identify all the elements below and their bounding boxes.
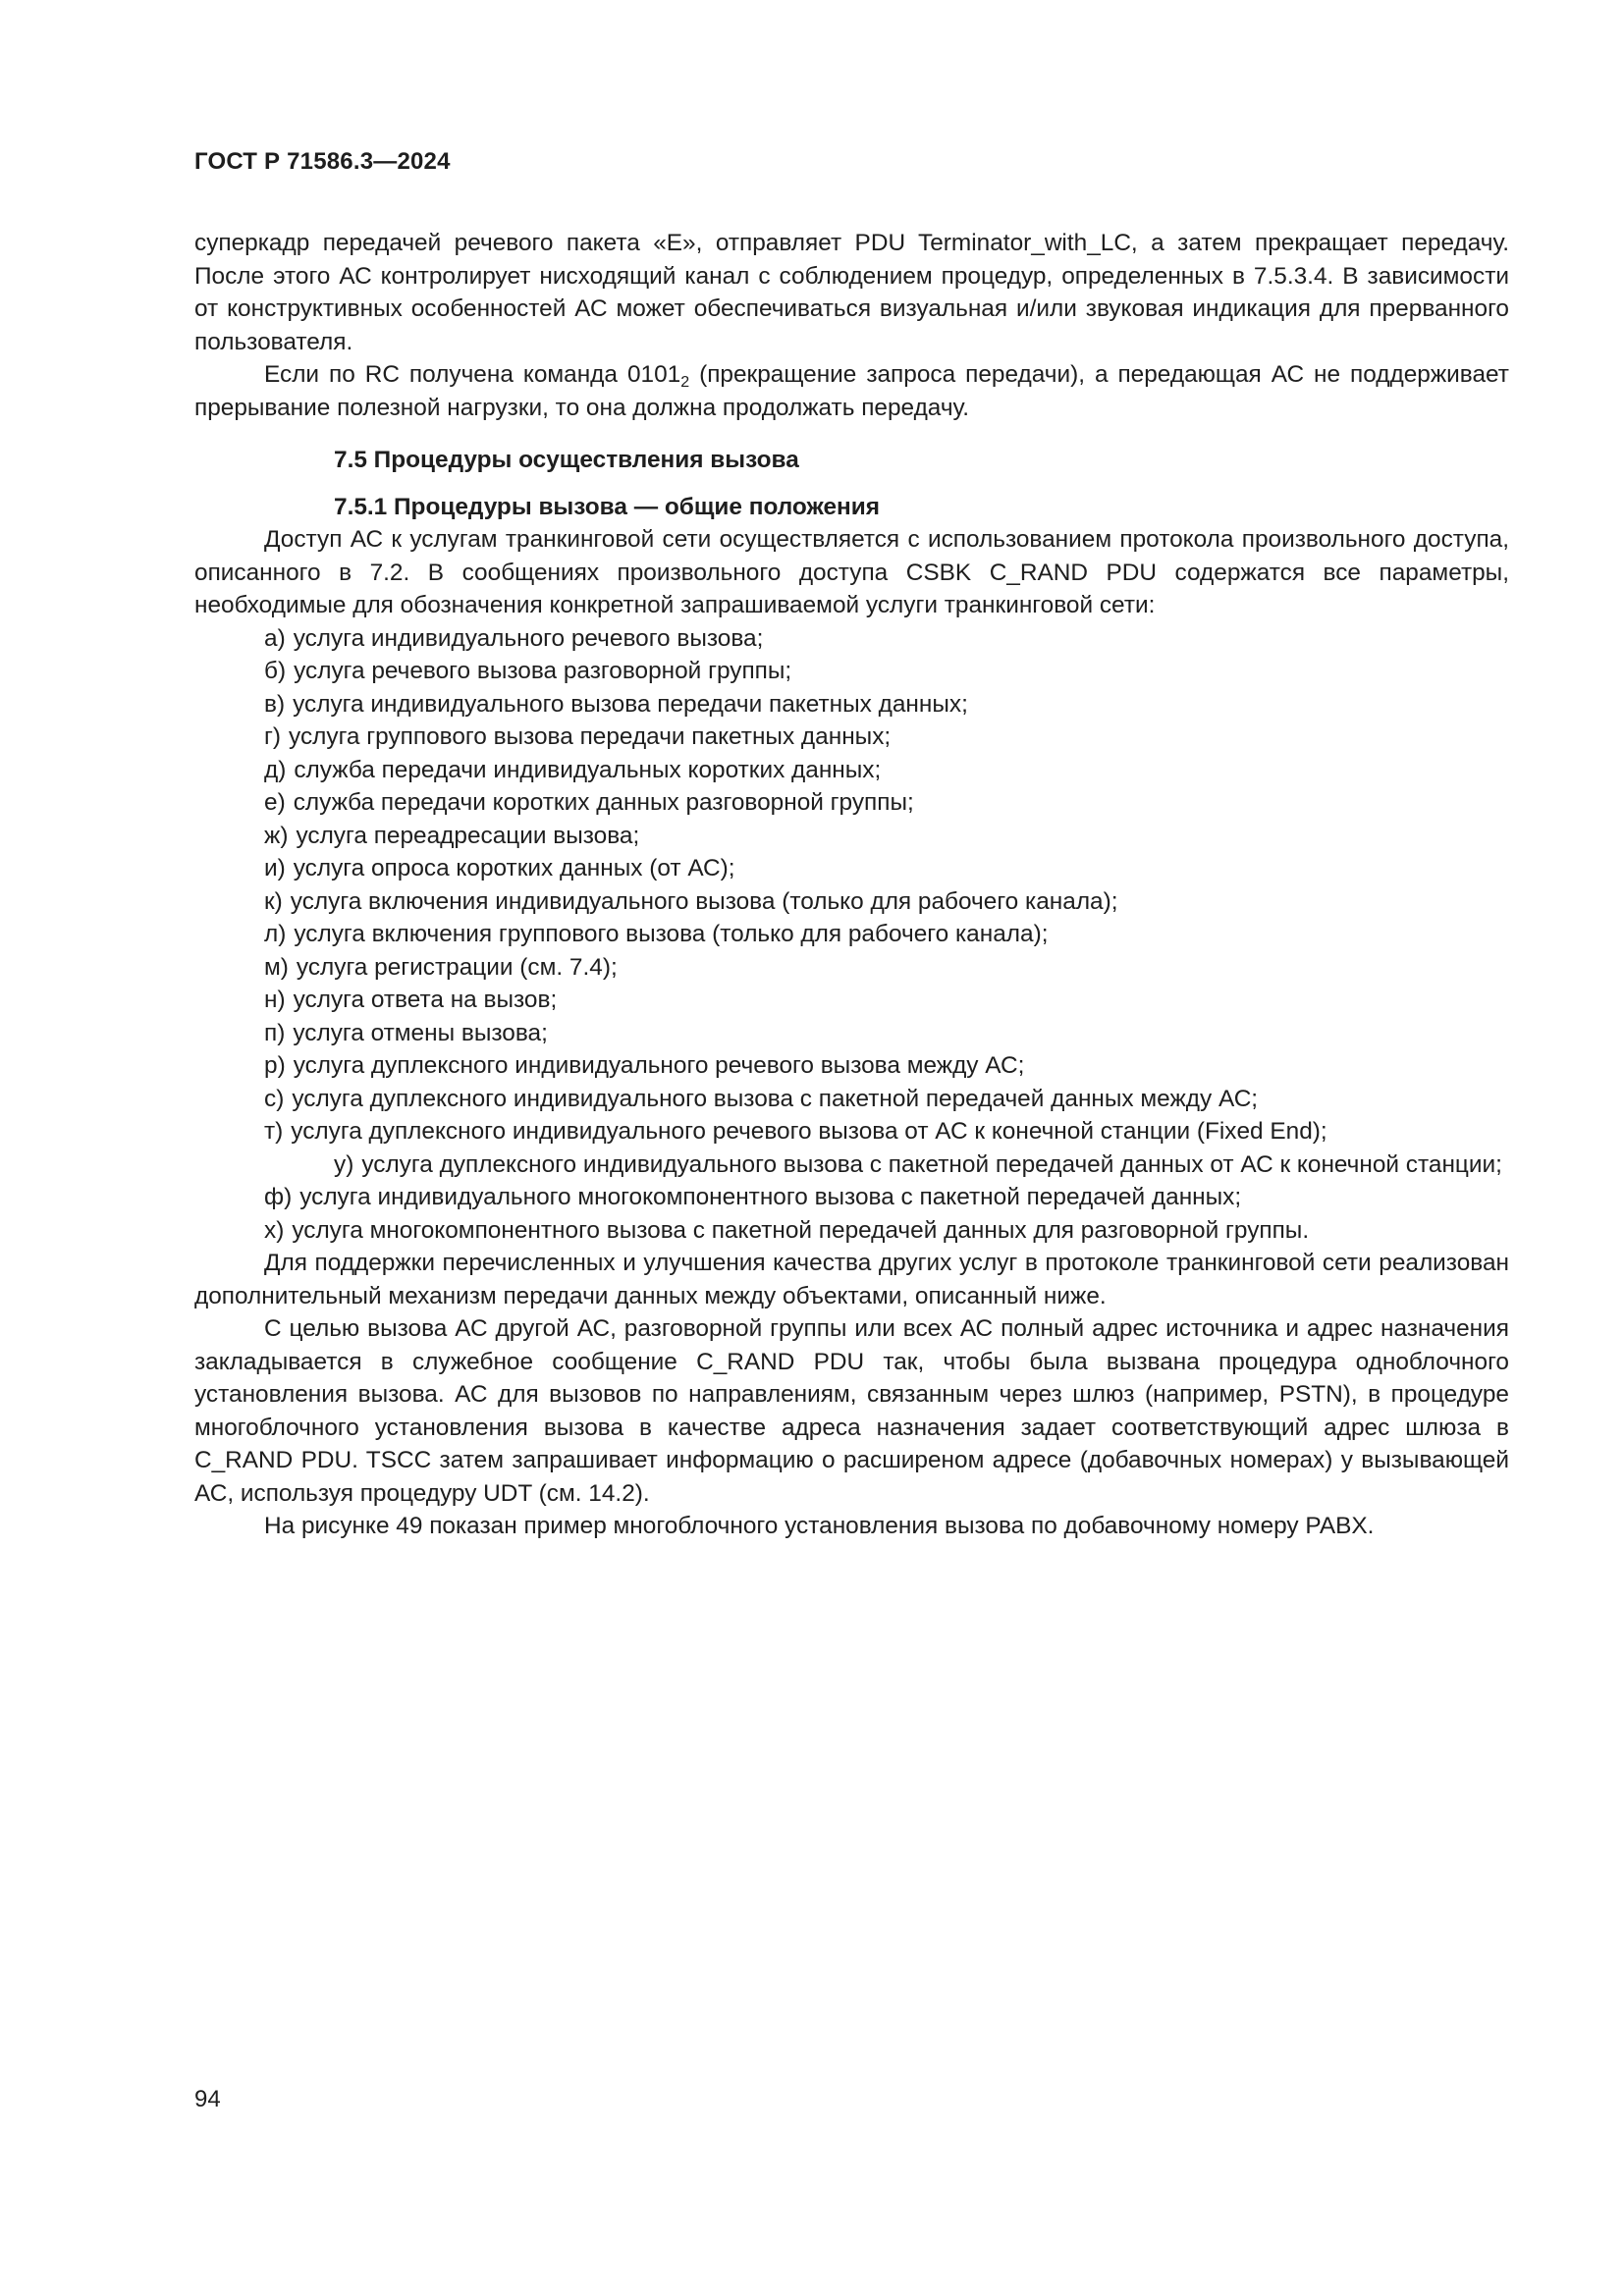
list-item xyxy=(194,655,1509,688)
list-item xyxy=(194,852,1509,885)
list-item xyxy=(194,786,1509,820)
standard-header: ГОСТ Р 71586.3—2024 xyxy=(194,148,451,175)
section-intro-paragraph: Доступ АС к услугам транкинговой сети осуществляется с использованием протокола произвольного доступа, описанного в 7.2. В сообщениях произвольного доступа CSBK C_RAND PDU содержатся все параметры, необходимые для обозначения конкретной запрашиваемой услуги транкинговой сети: xyxy=(194,526,1509,618)
list-item-text: услуга дуплексного индивидуального вызова с пакетной передачей данных от АС к конечной станции; xyxy=(361,1150,1502,1178)
list-marker: к) xyxy=(264,887,283,915)
list-marker: п) xyxy=(264,1019,286,1046)
list-item xyxy=(194,1214,1509,1248)
list-item xyxy=(194,951,1509,985)
rc-text-before: Если по RC получена команда 0101 xyxy=(264,361,681,388)
list-item xyxy=(194,984,1509,1017)
list-item-text: услуга индивидуального многокомпонентного вызова с пакетной передачей данных; xyxy=(299,1184,1242,1210)
list-item-text: услуга отмены вызова; xyxy=(293,1019,548,1046)
list-item-text: услуга индивидуального вызова передачи пакетных данных; xyxy=(293,690,968,718)
list-item-text: услуга включения индивидуального вызова (только для рабочего канала); xyxy=(290,887,1118,915)
list-item-text: услуга дуплексного индивидуального вызова с пакетной передачей данных между АС; xyxy=(292,1085,1259,1112)
list-marker: р) xyxy=(264,1052,286,1079)
list-item-text: служба передачи индивидуальных коротких данных; xyxy=(294,756,882,783)
list-item-text: услуга дуплексного индивидуального речевого вызова между АС; xyxy=(293,1052,1025,1079)
list-item xyxy=(194,688,1509,721)
rc-command-paragraph xyxy=(194,358,1509,424)
list-item-text: служба передачи коротких данных разговорной группы; xyxy=(293,789,914,816)
list-marker: т) xyxy=(264,1118,284,1145)
list-item xyxy=(194,754,1509,787)
list-item xyxy=(194,1017,1509,1050)
list-item-text: услуга речевого вызова разговорной группы; xyxy=(294,658,792,684)
list-item-text: услуга переадресации вызова; xyxy=(296,822,640,849)
section-7-5-1-heading: 7.5.1 Процедуры вызова — общие положения xyxy=(334,493,881,520)
list-item-text: услуга многокомпонентного вызова с пакетной передачей данных для разговорной группы. xyxy=(292,1216,1310,1244)
list-marker: ж) xyxy=(264,822,289,849)
list-marker: л) xyxy=(264,921,287,947)
list-marker: у) xyxy=(334,1150,354,1178)
rc-text-after: (прекращение запроса передачи), а передающая АС не поддерживает прерывание полезной нагрузки, то она должна продолжать передачу. xyxy=(194,361,1509,421)
list-marker: а) xyxy=(264,624,286,652)
section-7-5-heading: 7.5 Процедуры осуществления вызова xyxy=(334,447,799,473)
list-item xyxy=(194,885,1509,919)
body-paragraph: С целью вызова АС другой АС, разговорной группы или всех АС полный адрес источника и адрес назначения закладывается в служебное сообщение C_RAND PDU так, чтобы была вызвана процедура одноблочного установления вызова. АС для вызовов по направлениям, связанным через шлюз (например, PSTN), в процедуре многоблочного установления вызова в качестве адреса назначения задает соответствующий адрес шлюза в C_RAND PDU. TSCC затем запрашивает информацию о расширеном адресе (добавочных номерах) у вызывающей АС, используя процедуру UDT (см. 14.2). xyxy=(194,1315,1509,1507)
body-paragraph: Для поддержки перечисленных и улучшения качества других услуг в протоколе транкинговой сети реализован дополнительный механизм передачи данных между объектами, описанный ниже. xyxy=(194,1250,1509,1309)
list-item-text: услуга дуплексного индивидуального речевого вызова от АС к конечной станции (Fixed End); xyxy=(291,1118,1327,1145)
list-item xyxy=(194,1049,1509,1083)
rc-subscript: 2 xyxy=(680,374,690,391)
list-item-text: услуга ответа на вызов; xyxy=(293,987,558,1013)
list-item-text: услуга индивидуального речевого вызова; xyxy=(293,624,764,652)
list-marker: г) xyxy=(264,723,282,750)
list-marker: н) xyxy=(264,987,286,1013)
page-number: 94 xyxy=(194,2086,221,2112)
body-paragraph: На рисунке 49 показан пример многоблочного установления вызова по добавочному номеру PABX. xyxy=(264,1513,1375,1539)
list-marker: д) xyxy=(264,756,287,783)
list-marker: х) xyxy=(264,1216,285,1244)
list-item xyxy=(194,918,1509,951)
list-item-text: услуга опроса коротких данных (от АС); xyxy=(293,855,735,881)
list-item xyxy=(194,1083,1509,1116)
page-content xyxy=(194,227,1509,1543)
list-item xyxy=(194,1148,1509,1182)
list-item xyxy=(194,820,1509,853)
list-item xyxy=(194,622,1509,656)
list-marker: ф) xyxy=(264,1184,293,1210)
list-item xyxy=(194,721,1509,754)
service-list xyxy=(194,622,1509,1248)
list-item-text: услуга регистрации (см. 7.4); xyxy=(296,953,618,981)
list-marker: б) xyxy=(264,658,287,684)
list-marker: м) xyxy=(264,953,289,981)
continued-paragraph: суперкадр передачей речевого пакета «Е», отправляет PDU Terminator_with_LC, а затем прекращает передачу. После этого АС контролирует нисходящий канал с соблюдением процедур, определенных в 7.5.3.4. В зависимости от конструктивных особенностей АС может обеспечиваться визуальная и/или звуковая индикация для прерванного пользователя. xyxy=(194,230,1509,355)
list-marker: и) xyxy=(264,855,286,881)
list-marker: е) xyxy=(264,789,286,816)
list-item-text: услуга группового вызова передачи пакетных данных; xyxy=(289,723,892,750)
list-item-text: услуга включения группового вызова (только для рабочего канала); xyxy=(294,921,1049,947)
list-item xyxy=(194,1115,1509,1148)
list-marker: с) xyxy=(264,1085,285,1112)
list-item xyxy=(194,1181,1509,1214)
list-marker: в) xyxy=(264,690,286,718)
